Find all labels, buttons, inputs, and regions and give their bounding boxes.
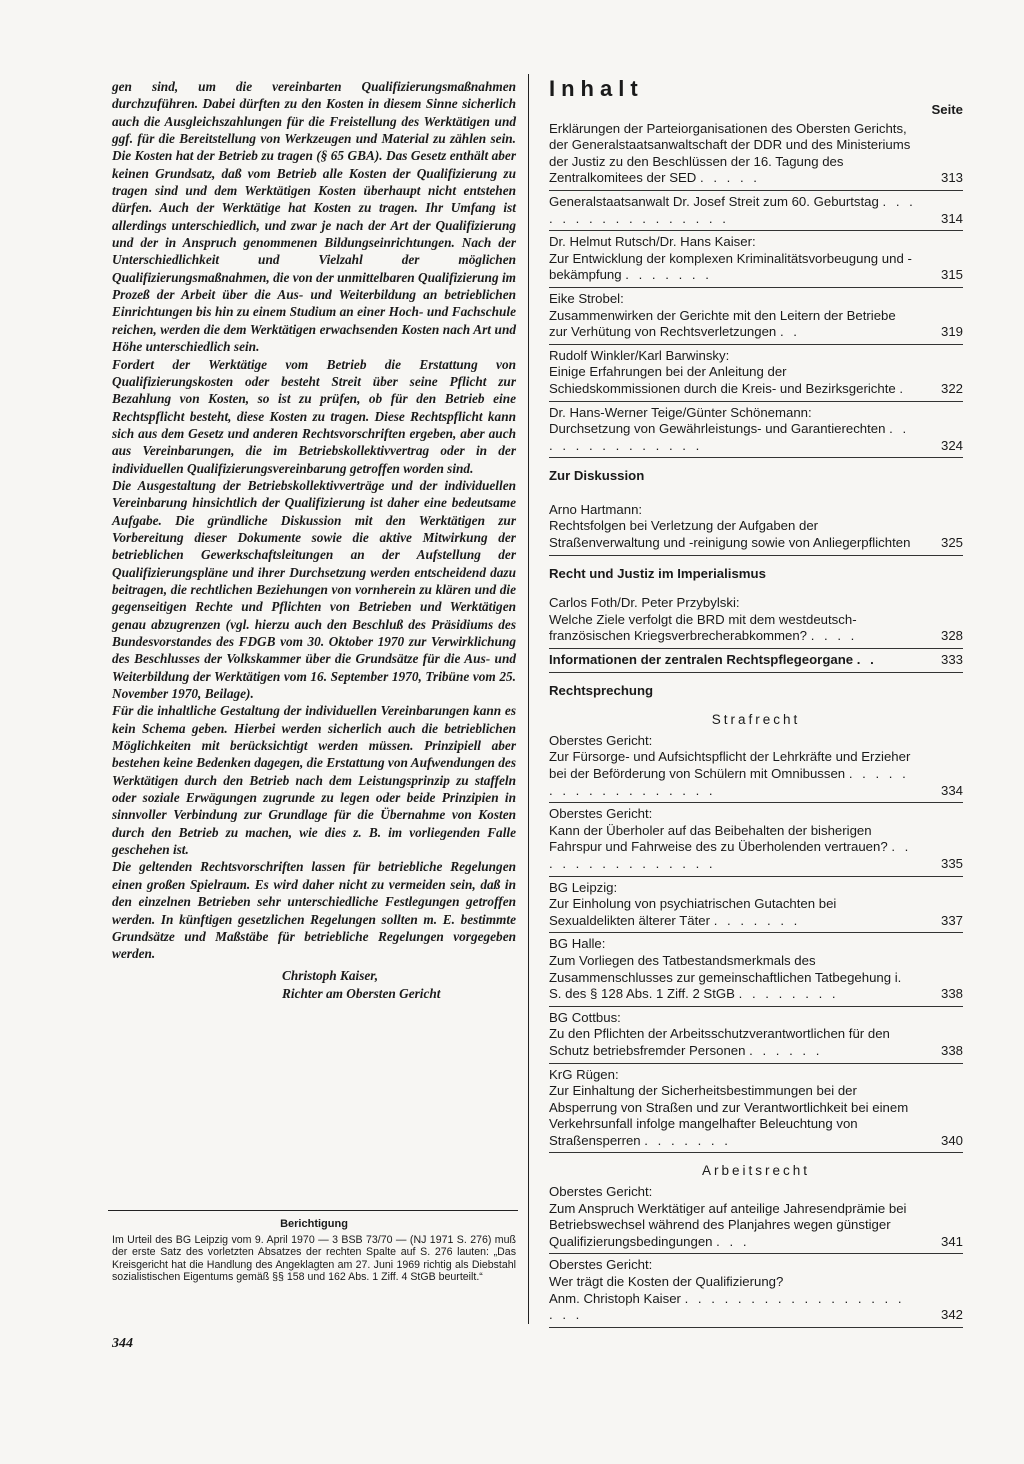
correction-text: Im Urteil des BG Leipzig vom 9. April 1970 — 3 BSB 73/70 — (NJ 1971 S. 276) muß der erste Satz des vorletzten Absatzes der rechten Spalte auf S. 276 lauten: „Das Kreisgericht hat die Handlung des Angeklagten am 27. Juni 1969 richtig als Diebstahl sozialistischen Eigentums gemäß §§ 158 und 162 Abs. 1 Ziff. 4 StGB beurteilt.“ bbox=[112, 1233, 516, 1284]
toc-entry bbox=[549, 1010, 963, 1064]
toc-entry-page: 337 bbox=[940, 912, 963, 928]
paragraph-2: Fordert der Werktätige vom Betrieb die Erstattung von Qualifizierungskosten oder besteht Streit über seine Pflicht zur Bezahlung von Kosten, so ist zu prüfen, ob für den Betrieb eine Rechtspflicht besteht, diese Kosten zu tragen. Diese Rechtspflicht kann sich aus dem Gesetz und anderen Rechtsvorschriften ergeben, aber auch aus Vereinbarungen, die im Betriebskollektivvertrag oder in der individuellen Qualifizierungsvereinbarung getroffen worden sind. bbox=[112, 356, 516, 476]
toc-entry-title: Zur Fürsorge- und Aufsichtspflicht der Lehrkräfte und Erzieher bei der Beförderung von Schülern mit Omnibussen bbox=[549, 749, 911, 781]
toc-entry bbox=[549, 1291, 963, 1328]
leader-dots: . . . . . . . bbox=[713, 912, 801, 928]
toc-entry-page: 322 bbox=[940, 380, 963, 396]
toc-entry-title: Rechtsfolgen bei Verletzung der Aufgaben der Straßenverwaltung und -reinigung sowie von Anliegerpflichten bbox=[549, 518, 911, 551]
subsection-labor-law: Arbeitsrecht bbox=[701, 1163, 811, 1179]
toc-entry bbox=[549, 405, 963, 459]
toc-entry-title: Generalstaatsanwalt Dr. Josef Streit zum 60. Geburtstag bbox=[549, 193, 879, 209]
toc-entry-title: Kann der Überholer auf das Beibehalten der bisherigen Fahrspur und Fahrweise des zu Überholenden vertrauen? bbox=[549, 822, 888, 855]
toc-entry bbox=[549, 348, 963, 402]
table-of-contents bbox=[549, 76, 963, 1331]
leader-dots: . . . bbox=[716, 1233, 750, 1249]
signature-role: Richter am Obersten Gericht bbox=[282, 985, 441, 1001]
section-imperialism: Recht und Justiz im Imperialismus bbox=[549, 565, 766, 581]
page-column-label: Seite bbox=[931, 102, 963, 117]
article-continuation bbox=[112, 78, 516, 1003]
toc-entry-page: 313 bbox=[940, 170, 963, 186]
toc-entry-title: Welche Ziele verfolgt die BRD mit dem westdeutsch-französischen Kriegsverbrecherabkommen? bbox=[549, 611, 857, 644]
column-divider bbox=[528, 74, 529, 1324]
toc-entry-page: 328 bbox=[940, 628, 963, 644]
toc-entry-title: Zur Einhaltung der Sicherheitsbestimmungen bei der Absperrung von Straßen und zur Verantwortlichkeit bei einem Verkehrsunfall infolge mangelhafter Beleuchtung von Straßensperren bbox=[549, 1083, 909, 1148]
author-signature bbox=[112, 967, 516, 1003]
toc-entry-author: Oberstes Gericht: bbox=[549, 806, 653, 822]
toc-entry-author: Oberstes Gericht: bbox=[549, 1184, 653, 1200]
toc-entry-page: 319 bbox=[940, 324, 963, 340]
toc-entry-information bbox=[549, 652, 963, 673]
subsection-criminal-law: Strafrecht bbox=[711, 712, 801, 728]
toc-entry-title: Einige Erfahrungen bei der Anleitung der Schiedskommissionen durch die Kreis- und Bezirksgerichte bbox=[549, 364, 896, 396]
toc-entry-page: 314 bbox=[940, 210, 963, 226]
toc-entry-title: Wer trägt die Kosten der Qualifizierung? bbox=[549, 1274, 784, 1290]
leader-dots: . . bbox=[856, 652, 877, 668]
section-rulings: Rechtsprechung bbox=[549, 682, 654, 698]
toc-entry-author: KrG Rügen: bbox=[549, 1066, 619, 1082]
toc-entry-author: Eike Strobel: bbox=[549, 290, 624, 306]
leader-dots: . . bbox=[779, 324, 800, 340]
toc-entry-page: 340 bbox=[940, 1132, 963, 1148]
toc-entry-page: 342 bbox=[940, 1307, 963, 1323]
leader-dots: . . . . bbox=[810, 628, 858, 644]
leader-dots: . . . . . . . . . . . . . . . bbox=[549, 839, 912, 871]
toc-entry-title: Zu den Pflichten der Arbeitsschutzverantwortlichen für den Schutz betriebsfremder Personen bbox=[549, 1026, 890, 1058]
paragraph-1: gen sind, um die vereinbarten Qualifizierungsmaßnahmen durchzuführen. Dabei dürften zu den Kosten in diesem Sinne sicherlich auch die Ausgleichszahlungen für die Freistellung des Werktätigen und ggf. für die Bereitstellung von Werkzeugen und Material zu zählen sein. Die Kosten hat der Betrieb zu tragen (§ 65 GBA). Das Gesetz enthält aber keinen Grundsatz, daß vom Betrieb alle Kosten der Qualifizierung zu tragen sind und dem Werktätigen Kosten überhaupt nicht entstehen dürfen. Auch der Werktätige hat Kosten zu tragen. Ihr Umfang ist allerdings unterschiedlich, und zwar je nach der Art der Qualifizierung und der in Anspruch genommenen Bildungseinrichtungen. Nach der Unterschiedlichkeit und Vielzahl der möglichen Qualifizierungsmaßnahmen, die von der unmittelbaren Qualifizierung im Prozeß der Arbeit über die Aus- und Weiterbildung an betrieblichen Einrichtungen bis hin zu einem Studium an einer Hoch- und Fachschule reichen, werden die dem Werktätigen erwachsenden Kosten nach Art und Höhe unterschiedlich sein. bbox=[112, 79, 516, 355]
leader-dots: . . . . . . . . . . . . . . . . . . . . bbox=[549, 1290, 905, 1323]
toc-entry-title: Erklärungen der Parteiorganisationen des Obersten Gerichts, der Generalstaatsanwaltschaft der DDR und des Ministeriums der Justiz zu den Beschlüssen der 16. Tagung des Zentralkomitees der SED bbox=[549, 120, 911, 186]
paragraph-4: Für die inhaltliche Gestaltung der individuellen Vereinbarungen kann es kein Schema geben. Hierbei werden sicherlich auch die betrieblichen Möglichkeiten mit berücksichtigt werden müssen. Prinzipiell aber bestehen keine Bedenken dagegen, die Erstattung von Aufwendungen des Werktätigen durch den Betrieb nach dem Leistungsprinzip zu staffeln oder soziale Erwägungen zugrunde zu legen oder beide Prinzipien in sinnvoller Verbindung zur Grundlage für die Übernahme von Kosten durch den Betrieb zu machen, wie dies z. B. im vorliegenden Falle geschehen ist. bbox=[112, 703, 516, 858]
toc-entry bbox=[549, 595, 963, 649]
toc-entry-page: 324 bbox=[940, 437, 963, 453]
toc-entry-title: Durchsetzung von Gewährleistungs- und Garantierechten bbox=[549, 421, 886, 437]
paragraph-5: Die geltenden Rechtsvorschriften lassen für betriebliche Regelungen einen großen Spielraum. Es wird daher nicht zu vermeiden sein, daß in den einzelnen Betrieben sehr unterschiedliche Festlegungen getroffen werden. In künftigen gesetzlichen Regelungen sollten m. E. bestimmte Grundsätze und Maßstäbe für betriebliche Regelungen vorgegeben werden. bbox=[112, 859, 516, 962]
leader-dots: . . . . . . bbox=[749, 1042, 823, 1058]
toc-entry-author: Carlos Foth/Dr. Peter Przybylski: bbox=[549, 595, 740, 611]
correction-heading: Berichtigung bbox=[280, 1218, 348, 1230]
leader-dots: . bbox=[899, 380, 907, 396]
toc-entry-author: BG Leipzig: bbox=[549, 879, 618, 895]
toc-entry-author: Rudolf Winkler/Karl Barwinsky: bbox=[549, 347, 730, 363]
toc-entry-page: 338 bbox=[940, 1042, 963, 1058]
toc-entry-author: Arno Hartmann: bbox=[549, 501, 643, 517]
toc-entry-author: BG Halle: bbox=[549, 936, 606, 952]
toc-entry-page: 338 bbox=[940, 986, 963, 1002]
leader-dots: . . . . . . . . . . . . . . . . . . bbox=[549, 766, 909, 798]
toc-entry bbox=[549, 1067, 963, 1154]
correction-rule bbox=[108, 1210, 518, 1211]
toc-entry bbox=[549, 234, 963, 288]
leader-dots: . . . . . . . bbox=[644, 1132, 731, 1148]
toc-entry bbox=[549, 936, 963, 1006]
toc-entry-author: Dr. Helmut Rutsch/Dr. Hans Kaiser: bbox=[549, 234, 756, 250]
toc-entry-title: Zur Einholung von psychiatrischen Gutachten bei Sexualdelikten älterer Täter bbox=[549, 896, 837, 928]
toc-entry-title: Informationen der zentralen Rechtspflegeorgane bbox=[549, 652, 854, 668]
toc-entry-title: Zum Anspruch Werktätiger auf anteilige Jahresendprämie bei Betriebswechsel während des Planjahres wegen günstiger Qualifizierungsbedingungen bbox=[549, 1200, 907, 1249]
leader-dots: . . . . . . . . . . . . . . . . . bbox=[549, 193, 916, 226]
toc-entry bbox=[549, 194, 963, 231]
toc-entry-page: 333 bbox=[940, 652, 963, 668]
section-discussion: Zur Diskussion bbox=[549, 468, 645, 484]
leader-dots: . . . . . . . . bbox=[738, 986, 839, 1002]
leader-dots: . . . . . bbox=[700, 170, 760, 186]
toc-entry-title: Zum Vorliegen des Tatbestandsmerkmals des Zusammenschlusses zur gemeinschaftlichen Tatbegehung i. S. des § 128 Abs. 1 Ziff. 2 StGB bbox=[549, 952, 902, 1002]
page-number: 344 bbox=[112, 1336, 133, 1351]
toc-entry-author: Oberstes Gericht: bbox=[549, 1257, 653, 1273]
toc-title: Inhalt bbox=[549, 76, 644, 101]
toc-entry-author: Dr. Hans-Werner Teige/Günter Schönemann: bbox=[549, 404, 812, 420]
paragraph-3: Die Ausgestaltung der Betriebskollektivverträge und der individuellen Vereinbarung hinsichtlich der Qualifizierung ist daher eine bedeutsame Aufgabe. Die gründliche Diskussion mit den Werktätigen zur Vorbereitung dieser Dokumente sowie die aktive Mitwirkung der betrieblichen Gewerkschaftsleitungen an der Aufstellung der Qualifizierungspläne und ihrer Durchsetzung werden entscheidend dazu beitragen, die rechtlichen Beziehungen von vornherein zu klären und die gegenseitigen Rechte und Pflichten von Betrieben und Werktätigen genau abzugrenzen (vgl. hierzu auch den Beschluß des Präsidiums des Bundesvorstandes des FDGB vom 30. Oktober 1970 zur Verwirklichung des Beschlusses der Volkskammer über die Grundsätze für die Aus- und Weiterbildung der Werktätigen vom 16. September 1970, Tribüne vom 25. November 1970, Beilage). bbox=[112, 477, 516, 702]
toc-entry-page: 334 bbox=[940, 782, 963, 798]
toc-entry bbox=[549, 1257, 963, 1290]
correction-notice bbox=[112, 1218, 516, 1284]
toc-entry bbox=[549, 806, 963, 876]
toc-entry-page: 341 bbox=[940, 1233, 963, 1249]
toc-entry bbox=[549, 733, 963, 803]
toc-entry-title: Anm. Christoph Kaiser bbox=[549, 1290, 681, 1306]
toc-entry bbox=[549, 502, 963, 556]
toc-entry-author: Oberstes Gericht: bbox=[549, 732, 653, 748]
toc-entry bbox=[549, 880, 963, 934]
toc-entry-page: 325 bbox=[940, 535, 963, 551]
toc-entry bbox=[549, 121, 963, 191]
toc-entry-page: 315 bbox=[940, 267, 963, 283]
toc-entry-author: BG Cottbus: bbox=[549, 1009, 621, 1025]
signature-name: Christoph Kaiser, bbox=[282, 967, 379, 983]
leader-dots: . . . . . . . bbox=[625, 267, 712, 283]
toc-entry bbox=[549, 1184, 963, 1254]
leader-dots: . . . . . . . . . . . . . . bbox=[549, 421, 910, 453]
toc-entry-title: Zusammenwirken der Gerichte mit den Leitern der Betriebe zur Verhütung von Rechtsverletzungen bbox=[549, 307, 896, 340]
toc-entry-title: Zur Entwicklung der komplexen Kriminalitätsvorbeugung und -bekämpfung bbox=[549, 250, 912, 283]
toc-entry-page: 335 bbox=[940, 855, 963, 871]
toc-entry bbox=[549, 291, 963, 345]
